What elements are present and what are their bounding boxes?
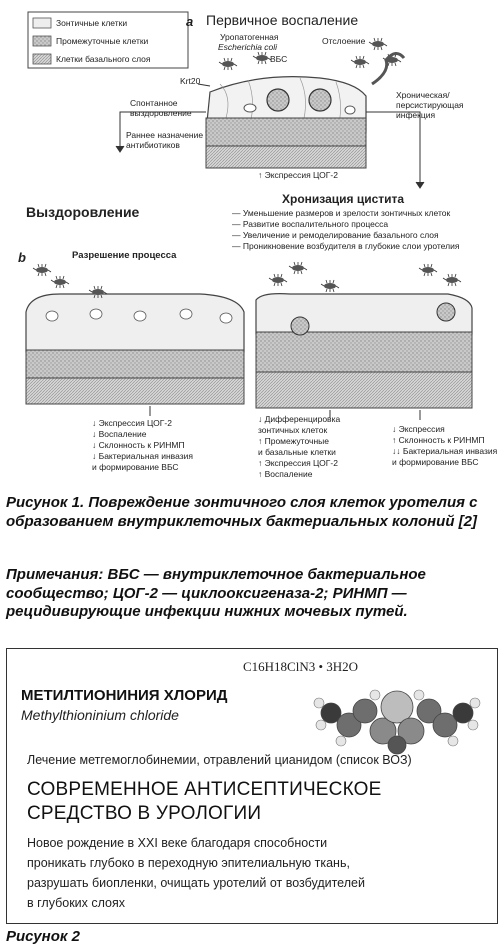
legend-basal: Клетки базального слоя <box>56 54 151 64</box>
vbs-label: ВБС <box>270 54 288 64</box>
panel-b-title: Разрешение процесса <box>72 250 177 261</box>
chronization-item: — Увеличение и ремоделирование базального слоя <box>232 230 439 240</box>
figure-1-caption: Рисунок 1. Повреждение зонтичного слоя клеток уротелия с образованием внутриклеточных бактериальных колоний [2] <box>6 494 478 530</box>
panel-a-title: Первичное воспаление <box>206 12 359 28</box>
cox2-expression-label: ↑ Экспрессия ЦОГ-2 <box>258 170 338 180</box>
drug-info-box <box>6 648 498 924</box>
panel-b-right-list: ↓ Экспрессия ↑ Склонность к РИНМП ↓↓ Бактериальная инвазия и формирование ВБС <box>392 424 498 467</box>
chronization-item: — Развитие воспалительного процесса <box>232 219 389 229</box>
panel-b-left-list: ↓ Экспрессия ЦОГ-2 ↓ Воспаление ↓ Склонность к РИНМП ↓ Бактериальная инвазия и формирование ВБС <box>92 418 193 472</box>
figure-2-caption: Рисунок 2 <box>6 928 80 945</box>
panel-a-tissue <box>206 77 366 168</box>
figure-1-notes: Примечания: ВБС — внутриклеточное бактериальное сообщество; ЦОГ-2 — циклооксигеназа-2; РИНМП — рецидивирующие инфекции нижних мочевых путей. <box>6 566 426 620</box>
chemical-formula: C16H18ClN3 • 3H2O <box>243 659 359 674</box>
uropathogenic-label: Уропатогенная <box>220 32 279 42</box>
legend-intermediate: Промежуточные клетки <box>56 36 149 46</box>
early-antibiotics-label: Раннее назначение антибиотиков <box>126 130 204 150</box>
legend-umbrella: Зонтичные клетки <box>56 18 128 28</box>
chronization-title: Хронизация цистита <box>282 192 405 206</box>
panel-a-letter: a <box>186 14 194 29</box>
panel-b-right-tissue <box>256 294 472 408</box>
chronization-item: — Уменьшение размеров и зрелости зонтичных клеток <box>232 208 451 218</box>
recovery-heading: Выздоровление <box>26 204 140 220</box>
spontaneous-label: Спонтанное выздоровление <box>130 98 192 118</box>
krt20-label: Krt20 <box>180 76 201 86</box>
drug-name-latin: Methylthioninium chloride <box>21 707 179 723</box>
panel-b-letter: b <box>18 250 26 265</box>
indication-text: Лечение метгемоглобинемии, отравлений цианидом (список ВОЗ) <box>27 753 412 767</box>
headline-line-1: СОВРЕМЕННОЕ АНТИСЕПТИЧЕСКОЕ <box>27 779 382 800</box>
panel-b-middle-list: ↓ Дифференцировка зонтичных клеток ↑ Промежуточные и базальные клетки ↑ Экспрессия ЦОГ-2 ↑ Воспаление <box>258 414 341 479</box>
chronic-label: Хроническая/ персистирующая инфекция <box>396 90 464 120</box>
chronization-list <box>232 208 459 252</box>
ecoli-label: Escherichia coli <box>218 42 278 52</box>
panel-b-left-tissue <box>26 294 244 404</box>
box-body-text: Новое рождение в XXI веке благодаря способности проникать глубоко в переходную эпителиальную ткань, разрушать биопленки, очищать уротелий от возбудителей в глубоких слоях <box>27 836 365 910</box>
drug-name-ru: МЕТИЛТИОНИНИЯ ХЛОРИД <box>21 687 228 704</box>
chronization-item: — Проникновение возбудителя в глубокие слои уротелия <box>232 241 460 251</box>
headline-line-2: СРЕДСТВО В УРОЛОГИИ <box>27 803 262 824</box>
detachment-label: Отслоение <box>322 36 366 46</box>
